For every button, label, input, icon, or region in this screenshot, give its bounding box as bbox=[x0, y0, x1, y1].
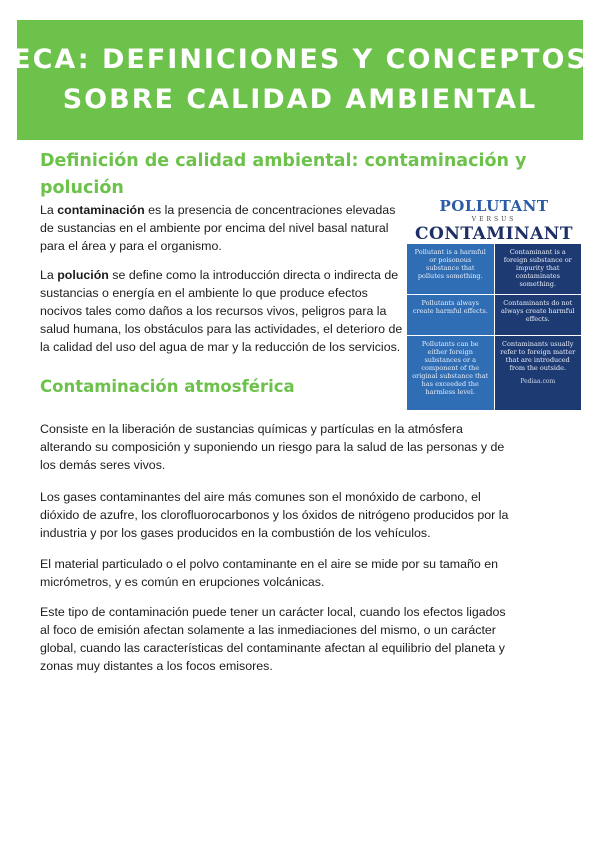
paragraph-line: Los gases contaminantes del aire más comunes son el monóxido de carbono, el bbox=[40, 490, 481, 504]
infographic-cell-pollutant: Pollutant is a harmful or poisonous substance that pollutes something. bbox=[407, 244, 494, 294]
pollutant-vs-contaminant-infographic bbox=[403, 194, 585, 412]
infographic-cell-contaminant bbox=[495, 336, 582, 410]
paragraph-line: Consiste en la liberación de sustancias químicas y partículas en la atmósfera bbox=[40, 422, 463, 436]
paragraph-polucion bbox=[40, 266, 402, 356]
paragraph-line: nocivos tales como daños a los recursos vivos, peligros para la bbox=[40, 304, 387, 318]
infographic-cell-pollutant: Pollutants always create harmful effects. bbox=[407, 295, 494, 335]
infographic-cell-text: Contaminants usually refer to foreign matter that are introduced from the outside. bbox=[500, 340, 576, 372]
paragraph-line: micrómetros, y es común en erupciones volcánicas. bbox=[40, 575, 325, 589]
title-banner bbox=[12, 20, 588, 140]
paragraph-line: La contaminación es la presencia de concentraciones elevadas bbox=[40, 203, 396, 217]
paragraph-line: zonas muy distantes a los focos emisores. bbox=[40, 659, 273, 673]
paragraph-line: El material particulado o el polvo contaminante en el aire se mide por su tamaño en bbox=[40, 557, 499, 571]
infographic-versus-label: VERSUS bbox=[471, 216, 517, 223]
paragraph-line: industria y por los gases producidos en la combustión de los vehículos. bbox=[40, 526, 431, 540]
infographic-cell-contaminant: Contaminants do not always create harmful effects. bbox=[495, 295, 582, 335]
paragraph-line: dióxido de azufre, los clorofluorocarbonos y los óxidos de nitrógeno producidos por la bbox=[40, 508, 509, 522]
paragraph-atmosferica-2 bbox=[40, 488, 508, 542]
paragraph-atmosferica-1 bbox=[40, 420, 504, 474]
infographic-cell-contaminant: Contaminant is a foreign substance or impurity that contaminates something. bbox=[495, 244, 582, 294]
paragraph-line: La polución se define como la introducción directa o indirecta de bbox=[40, 268, 399, 282]
paragraph-line: para el área y para el organismo. bbox=[40, 239, 222, 253]
infographic-title-contaminant: CONTAMINANT bbox=[415, 224, 573, 244]
paragraph-line: la calidad del uso del agua de mar y la reducción de los servicios. bbox=[40, 340, 401, 354]
paragraph-line: salud humana, los obstáculos para las actividades, el deterioro de bbox=[40, 322, 403, 336]
paragraph-line: sustancias o energía en el ambiente lo que produce efectos bbox=[40, 286, 368, 300]
banner-title-line-1: ECA: DEFINICIONES Y CONCEPTOS bbox=[12, 44, 588, 75]
paragraph-atmosferica-3 bbox=[40, 555, 498, 591]
infographic-source: Pediaa.com bbox=[520, 378, 556, 385]
paragraph-line: Este tipo de contaminación puede tener un carácter local, cuando los efectos ligados bbox=[40, 605, 506, 619]
term-contaminacion: contaminación bbox=[57, 203, 145, 217]
paragraph-line: los demás seres vivos. bbox=[40, 458, 166, 472]
paragraph-line: de sustancias en el ambiente por encima del nivel basal natural bbox=[40, 221, 389, 235]
term-polucion: polución bbox=[57, 268, 109, 282]
paragraph-contaminacion bbox=[40, 201, 395, 255]
infographic-title-pollutant: POLLUTANT bbox=[439, 197, 549, 215]
paragraph-line: al foco de emisión afectan solamente a las inmediaciones del mismo, o un carácter bbox=[40, 623, 496, 637]
section-heading-calidad-ambiental: Definición de calidad ambiental: contaminación y polución bbox=[40, 151, 527, 198]
section-heading-contaminacion-atmosferica: Contaminación atmosférica bbox=[40, 377, 295, 396]
paragraph-line: alterando su composición y suponiendo un riesgo para la salud de las personas y de bbox=[40, 440, 505, 454]
banner-title-line-2: SOBRE CALIDAD AMBIENTAL bbox=[62, 84, 538, 115]
infographic-comparison-grid bbox=[407, 244, 581, 408]
paragraph-line: global, cuando las características del contaminante afectan al equilibrio del planeta y bbox=[40, 641, 505, 655]
infographic-cell-pollutant: Pollutants can be either foreign substances or a component of the original substance that has exceeded the harmless level. bbox=[407, 336, 494, 410]
paragraph-atmosferica-4 bbox=[40, 603, 506, 675]
